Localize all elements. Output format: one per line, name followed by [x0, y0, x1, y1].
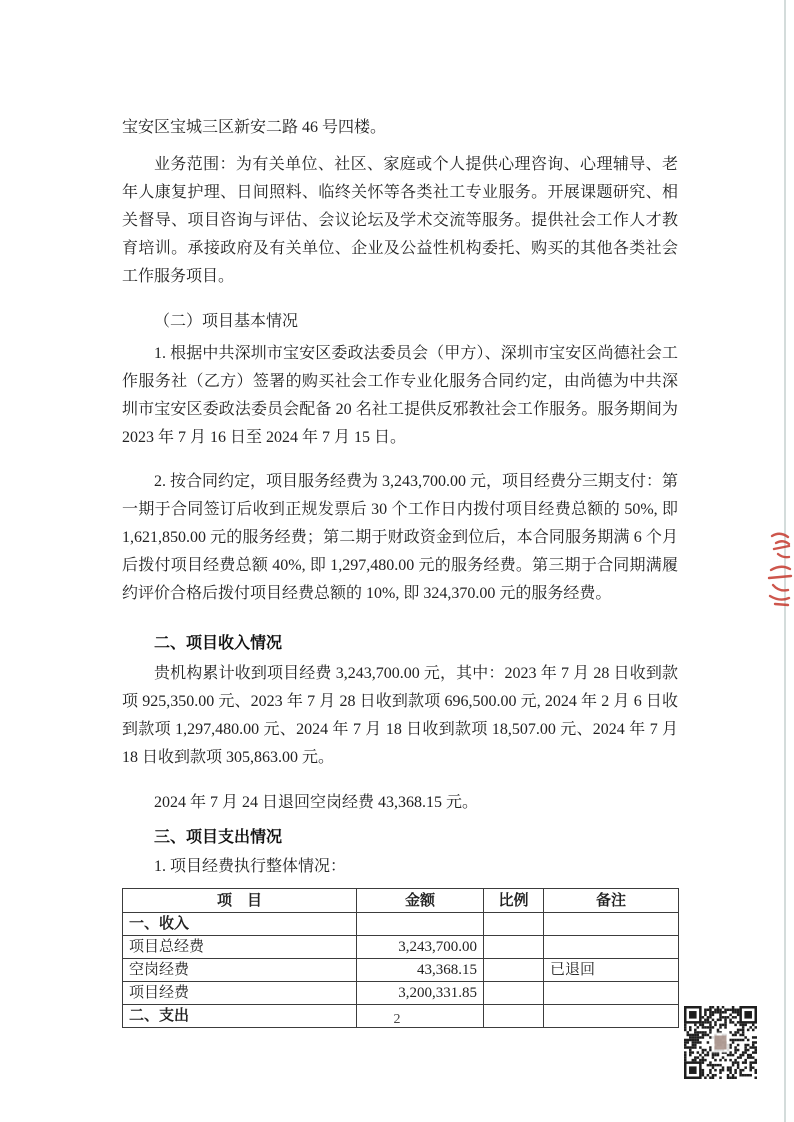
red-stamp-fragment-icon: [762, 528, 794, 612]
column-header-ratio: 比例: [484, 889, 544, 913]
column-header-item: 项 目: [123, 889, 357, 913]
basic-item-2: 2. 按合同约定，项目服务经费为 3,243,700.00 元，项目经费分三期支付：第一期于合同签订后收到正规发票后 30 个工作日内拨付项目经费总额的 50%, 即 1,621,850.00 元的服务经费；第二期于财政资金到位后，本合同服务期满 6 个月后拨付项目经费总额 40%, 即 1,297,480.00 元的服务经费。第三期于合同期满履约评价合格后拨付项目经费总额的 10%, 即 324,370.00 元的服务经费。: [122, 473, 679, 602]
table-row: [123, 959, 679, 982]
row-ratio: [484, 959, 544, 982]
budget-table: [122, 888, 679, 1028]
qr-code: [684, 1006, 757, 1079]
refund-note-paragraph: 2024 年 7 月 24 日退回空岗经费 43,368.15 元。: [154, 794, 479, 811]
document-content: [122, 114, 678, 1028]
section-basic-title: （二）项目基本情况: [154, 313, 299, 330]
table-row: [123, 982, 679, 1005]
table-intro-paragraph: 1. 项目经费执行整体情况：: [154, 858, 347, 875]
row-amount: 3,200,331.85: [357, 982, 484, 1005]
expenditure-section-heading: 三、项目支出情况: [154, 829, 283, 846]
row-label: 项目经费: [123, 982, 357, 1005]
row-note: 已退回: [544, 959, 679, 982]
income-detail-paragraph: 贵机构累计收到项目经费 3,243,700.00 元，其中：2023 年 7 月 28 日收到款项 925,350.00 元、2023 年 7 月 28 日收到款项 696,500.00 元, 2024 年 2 月 6 日收到款项 1,297,480.00 元、2024 年 7 月 18 日收到款项 18,507.00 元、2024 年 7 月 18 日收到款项 305,863.00 元。: [122, 665, 678, 766]
row-label: 项目总经费: [123, 936, 357, 959]
qr-code-pattern: [684, 1066, 757, 1083]
row-label: 二、支出: [123, 1005, 357, 1028]
row-ratio: [484, 936, 544, 959]
row-ratio: [484, 913, 544, 936]
basic-item-1: 1. 根据中共深圳市宝安区委政法委员会（甲方）、深圳市宝安区尚德社会工作服务社（乙方）签署的购买社会工作专业化服务合同约定，由尚德为中共深圳市宝安区委政法委员会配备 20 名社工提供反邪教社会工作服务。服务期间为 2023 年 7 月 16 日至 2024 年 7 月 15 日。: [122, 345, 678, 446]
table-row: [123, 913, 679, 936]
row-label: 空岗经费: [123, 959, 357, 982]
row-note: [544, 982, 679, 1005]
business-scope-paragraph: 业务范围：为有关单位、社区、家庭或个人提供心理咨询、心理辅导、老年人康复护理、日间照料、临终关怀等各类社工专业服务。开展课题研究、相关督导、项目咨询与评估、会议论坛及学术交流等服务。提供社会工作人才教育培训。承接政府及有关单位、企业及公益性机构委托、购买的其他各类社会工作服务项目。: [122, 156, 678, 285]
column-header-note: 备注: [544, 889, 679, 913]
page-number: 2: [393, 1012, 401, 1027]
column-header-amount: 金额: [357, 889, 484, 913]
row-note: [544, 936, 679, 959]
row-ratio: [484, 982, 544, 1005]
scan-edge-line: [784, 0, 786, 1122]
row-amount: [357, 913, 484, 936]
income-section-heading: 二、项目收入情况: [154, 635, 283, 652]
row-label: 一、收入: [123, 913, 357, 936]
row-amount: 43,368.15: [357, 959, 484, 982]
row-note: [544, 913, 679, 936]
row-amount: 3,243,700.00: [357, 936, 484, 959]
table-header-row: [123, 889, 679, 913]
address-continuation: 宝安区宝城三区新安二路 46 号四楼。: [122, 119, 387, 136]
table-row: [123, 936, 679, 959]
